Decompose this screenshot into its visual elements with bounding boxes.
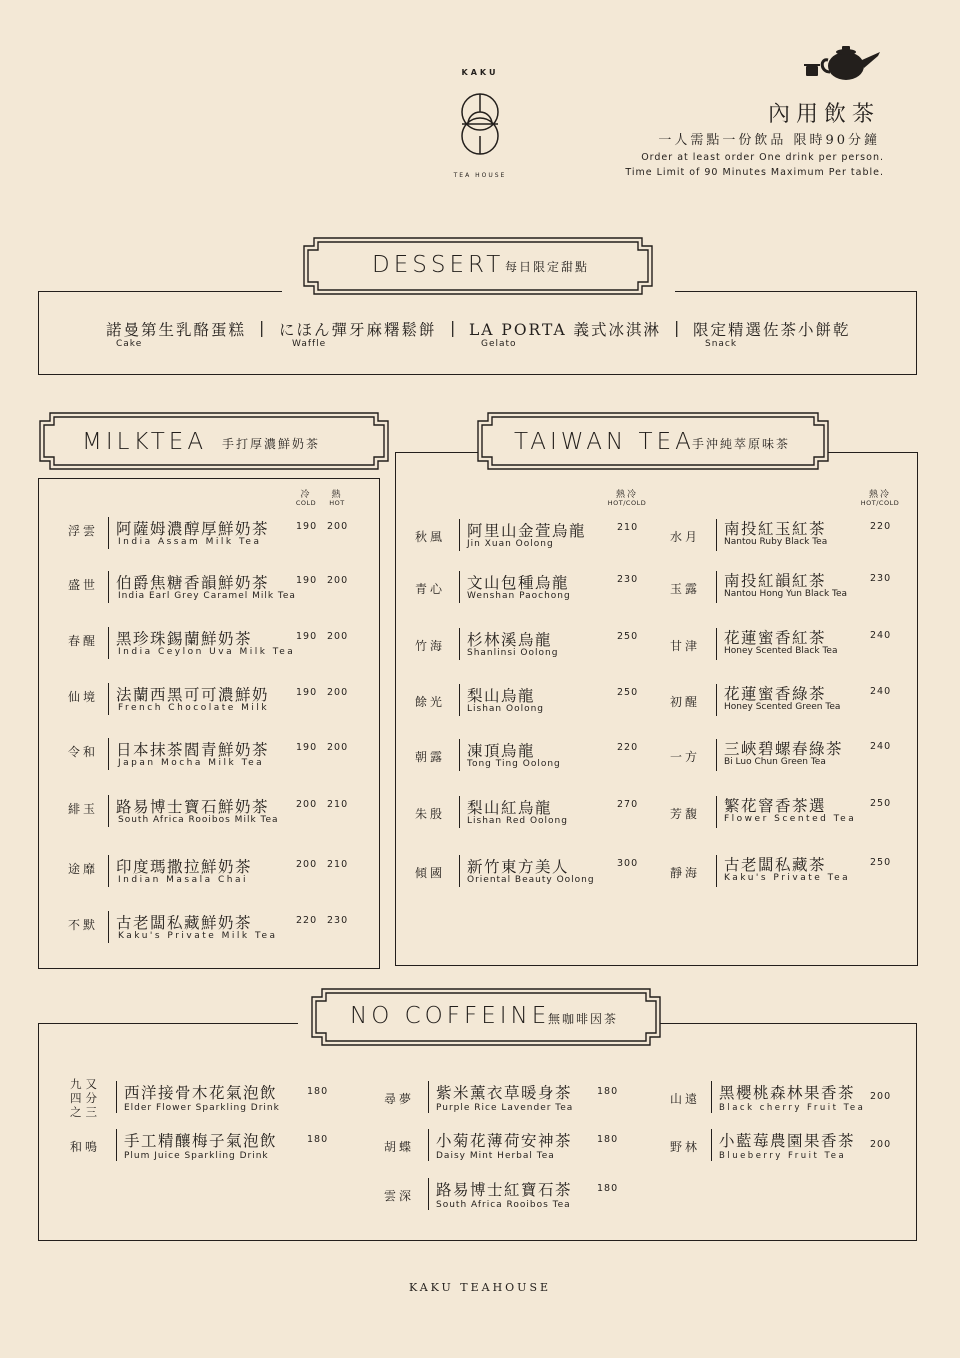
row-divider bbox=[116, 1081, 117, 1113]
nc-item-en: Blueberry Fruit Tea bbox=[719, 1151, 847, 1161]
row-divider bbox=[459, 855, 460, 887]
nc-item-name: 西洋接骨木花氣泡飲 bbox=[124, 1084, 278, 1102]
row-divider bbox=[108, 738, 109, 770]
milktea-item-en: India Assam Milk Tea bbox=[118, 537, 262, 547]
milktea-item-name: 古老闆私藏鮮奶茶 bbox=[116, 914, 253, 932]
row-divider bbox=[716, 739, 717, 771]
tw-price: 250 bbox=[870, 798, 892, 809]
tw-item-nickname: 餘光 bbox=[415, 695, 446, 709]
milktea-price-hot: 210 bbox=[327, 859, 349, 870]
nc-item-name: 手工精釀梅子氣泡飲 bbox=[124, 1132, 278, 1150]
milktea-item-en: Indian Masala Chai bbox=[118, 875, 249, 885]
tw-item-en: Honey Scented Black Tea bbox=[724, 646, 838, 656]
tw-item-nickname: 秋風 bbox=[415, 530, 446, 544]
tw-price: 230 bbox=[870, 573, 892, 584]
row-divider bbox=[716, 796, 717, 828]
row-divider bbox=[711, 1081, 712, 1113]
dessert-title-zh: 每日限定甜點 bbox=[505, 260, 590, 274]
row-divider bbox=[459, 739, 460, 771]
milktea-title-zh: 手打厚濃鮮奶茶 bbox=[222, 437, 321, 451]
dessert-item-en: Snack bbox=[705, 339, 738, 349]
nc-item-nickname: 九又 四分 之三 bbox=[70, 1077, 101, 1119]
brand-name-top: KAKU bbox=[461, 68, 499, 77]
milktea-price-hot: 210 bbox=[327, 799, 349, 810]
milktea-item-en: Kaku's Private Milk Tea bbox=[118, 931, 278, 941]
milktea-item-name: 伯爵焦糖香韻鮮奶茶 bbox=[116, 574, 270, 592]
row-divider bbox=[459, 796, 460, 828]
nc-price: 180 bbox=[307, 1134, 329, 1145]
dessert-item-en: Gelato bbox=[481, 339, 517, 349]
tw-item-name: 花蓮蜜香綠茶 bbox=[724, 685, 827, 703]
col-cold-zh: 冷 bbox=[300, 490, 312, 500]
nc-item-name: 小菊花薄荷安神茶 bbox=[436, 1132, 573, 1150]
col-cold-en: COLD bbox=[295, 499, 317, 507]
no-caffeine-banner bbox=[310, 987, 662, 1047]
milktea-price-hot: 200 bbox=[327, 521, 349, 532]
tw-item-nickname: 青心 bbox=[415, 582, 446, 596]
milktea-price-cold: 190 bbox=[296, 687, 318, 698]
nc-price: 180 bbox=[597, 1183, 619, 1194]
tw-price: 250 bbox=[617, 631, 639, 642]
footer-brand: KAKU TEAHOUSE bbox=[408, 1281, 552, 1294]
milktea-item-name: 阿薩姆濃醇厚鮮奶茶 bbox=[116, 520, 270, 538]
nc-item-name: 黑櫻桃森林果香茶 bbox=[719, 1084, 856, 1102]
row-divider bbox=[108, 855, 109, 887]
nc-item-name: 小藍莓農園果香茶 bbox=[719, 1132, 856, 1150]
kaku-logo-icon bbox=[456, 88, 504, 164]
row-divider bbox=[116, 1129, 117, 1161]
dine-in-rule-en-2: Time Limit of 90 Minutes Maximum Per table. bbox=[625, 167, 884, 178]
nc-item-en: Daisy Mint Herbal Tea bbox=[436, 1151, 555, 1161]
nc-item-nickname: 胡蝶 bbox=[384, 1140, 415, 1154]
dessert-banner bbox=[302, 236, 654, 296]
milktea-price-cold: 190 bbox=[296, 575, 318, 586]
tw-col-en: HOT/COLD bbox=[860, 499, 900, 507]
tw-item-en: Nantou Ruby Black Tea bbox=[724, 537, 828, 547]
tw-price: 270 bbox=[617, 799, 639, 810]
tw-item-en: Kaku's Private Tea bbox=[724, 873, 851, 883]
row-divider bbox=[108, 627, 109, 659]
tw-item-nickname: 靜海 bbox=[670, 866, 701, 880]
dessert-item-name: 諾曼第生乳酪蛋糕 bbox=[106, 321, 247, 339]
tw-item-nickname: 一方 bbox=[670, 750, 701, 764]
milktea-price-hot: 200 bbox=[327, 742, 349, 753]
nc-price: 200 bbox=[870, 1139, 892, 1150]
tw-item-en: Bi Luo Chun Green Tea bbox=[724, 757, 826, 767]
tw-item-name: 新竹東方美人 bbox=[467, 858, 570, 876]
tw-item-nickname: 芳馥 bbox=[670, 807, 701, 821]
milktea-price-cold: 200 bbox=[296, 859, 318, 870]
tw-price: 250 bbox=[617, 687, 639, 698]
row-divider bbox=[108, 911, 109, 943]
tw-item-name: 花蓮蜜香紅茶 bbox=[724, 629, 827, 647]
milktea-box bbox=[38, 478, 380, 969]
milktea-item-nickname: 緋玉 bbox=[68, 802, 99, 816]
row-divider bbox=[716, 855, 717, 887]
dessert-separator: | bbox=[674, 318, 680, 337]
milktea-title-en: MILKTEA bbox=[82, 429, 208, 455]
milktea-item-en: French Chocolate Milk bbox=[118, 703, 270, 713]
milktea-item-en: Japan Mocha Milk Tea bbox=[118, 758, 265, 768]
tw-item-nickname: 朱殷 bbox=[415, 807, 446, 821]
milktea-item-nickname: 仙境 bbox=[68, 690, 99, 704]
row-divider bbox=[716, 684, 717, 716]
tw-item-en: Nantou Hong Yun Black Tea bbox=[724, 589, 848, 599]
tw-item-nickname: 甘津 bbox=[670, 639, 701, 653]
tw-item-name: 南投紅玉紅茶 bbox=[724, 520, 827, 538]
dine-in-rule-en-1: Order at least order One drink per person. bbox=[641, 152, 884, 163]
tw-item-name: 古老闆私藏茶 bbox=[724, 856, 827, 874]
tw-price: 240 bbox=[870, 686, 892, 697]
milktea-item-nickname: 盛世 bbox=[68, 578, 99, 592]
milktea-price-hot: 200 bbox=[327, 687, 349, 698]
row-divider bbox=[711, 1129, 712, 1161]
milktea-price-hot: 200 bbox=[327, 575, 349, 586]
milktea-item-en: India Ceylon Uva Milk Tea bbox=[118, 647, 296, 657]
milktea-item-name: 黑珍珠錫蘭鮮奶茶 bbox=[116, 630, 253, 648]
tw-price: 220 bbox=[617, 742, 639, 753]
dessert-title-en: DESSERT bbox=[372, 252, 505, 278]
taiwan-tea-banner bbox=[476, 411, 830, 471]
nc-price: 180 bbox=[597, 1134, 619, 1145]
tw-price: 240 bbox=[870, 741, 892, 752]
milktea-price-cold: 220 bbox=[296, 915, 318, 926]
tw-item-nickname: 傾國 bbox=[415, 866, 446, 880]
dessert-separator: | bbox=[259, 318, 265, 337]
tw-item-en: Flower Scented Tea bbox=[724, 814, 857, 824]
tw-price: 210 bbox=[617, 522, 639, 533]
nc-price: 180 bbox=[307, 1086, 329, 1097]
row-divider bbox=[459, 684, 460, 716]
no-caffeine-title-en: NO COFFEINE bbox=[350, 1003, 551, 1029]
nc-item-nickname: 野林 bbox=[670, 1140, 701, 1154]
milktea-item-nickname: 春醒 bbox=[68, 634, 99, 648]
tw-item-name: 阿里山金萱烏龍 bbox=[467, 522, 587, 540]
row-divider bbox=[428, 1129, 429, 1161]
row-divider bbox=[716, 628, 717, 660]
teapot-icon bbox=[802, 42, 884, 86]
nc-item-nickname: 和鳴 bbox=[70, 1140, 101, 1154]
nc-item-name: 路易博士紅寶石茶 bbox=[436, 1181, 573, 1199]
row-divider bbox=[459, 571, 460, 603]
milktea-item-nickname: 途靡 bbox=[68, 862, 99, 876]
tw-item-nickname: 朝露 bbox=[415, 750, 446, 764]
milktea-item-nickname: 令和 bbox=[68, 745, 99, 759]
tw-item-en: Oriental Beauty Oolong bbox=[467, 875, 595, 885]
nc-item-nickname: 尋夢 bbox=[384, 1092, 415, 1106]
row-divider bbox=[459, 628, 460, 660]
milktea-price-cold: 190 bbox=[296, 521, 318, 532]
row-divider bbox=[428, 1178, 429, 1210]
milktea-item-en: India Earl Grey Caramel Milk Tea bbox=[118, 591, 296, 601]
tw-col-zh: 熱冷 bbox=[868, 490, 891, 500]
tw-item-en: Lishan Oolong bbox=[467, 704, 545, 714]
dessert-item-name: 限定精選佐茶小餅乾 bbox=[693, 321, 851, 339]
nc-price: 180 bbox=[597, 1086, 619, 1097]
dessert-item-name: にほん彈牙麻糬鬆餅 bbox=[279, 321, 437, 339]
tw-item-name: 文山包種烏龍 bbox=[467, 574, 570, 592]
nc-item-en: Black cherry Fruit Tea bbox=[719, 1103, 866, 1113]
tw-item-name: 梨山烏龍 bbox=[467, 687, 536, 705]
row-divider bbox=[108, 517, 109, 549]
milktea-item-name: 日本抹茶閻青鮮奶茶 bbox=[116, 741, 270, 759]
dessert-item-en: Cake bbox=[116, 339, 143, 349]
nc-item-nickname: 山遠 bbox=[670, 1092, 701, 1106]
no-caffeine-title-zh: 無咖啡因茶 bbox=[548, 1012, 619, 1026]
nc-item-name: 紫米薰衣草暖身茶 bbox=[436, 1084, 573, 1102]
nc-item-en: Plum Juice Sparkling Drink bbox=[124, 1151, 269, 1161]
tw-item-name: 杉林溪烏龍 bbox=[467, 631, 553, 649]
milktea-item-name: 印度瑪撒拉鮮奶茶 bbox=[116, 858, 253, 876]
tw-item-name: 繁花窨香茶選 bbox=[724, 797, 827, 815]
tw-price: 230 bbox=[617, 574, 639, 585]
milktea-banner bbox=[38, 411, 390, 471]
tw-item-en: Shanlinsi Oolong bbox=[467, 648, 559, 658]
milktea-price-cold: 190 bbox=[296, 742, 318, 753]
tw-item-en: Wenshan Paochong bbox=[467, 591, 571, 601]
milktea-item-nickname: 不默 bbox=[68, 918, 99, 932]
milktea-price-cold: 190 bbox=[296, 631, 318, 642]
row-divider bbox=[108, 571, 109, 603]
row-divider bbox=[716, 519, 717, 551]
tw-item-name: 梨山紅烏龍 bbox=[467, 799, 553, 817]
col-hot-zh: 熱 bbox=[331, 490, 343, 500]
milktea-price-cold: 200 bbox=[296, 799, 318, 810]
tw-price: 240 bbox=[870, 630, 892, 641]
tw-item-nickname: 玉露 bbox=[670, 582, 701, 596]
dine-in-title: 內用飲茶 bbox=[767, 102, 880, 127]
milktea-item-name: 路易博士寶石鮮奶茶 bbox=[116, 798, 270, 816]
tw-item-en: Lishan Red Oolong bbox=[467, 816, 568, 826]
dine-in-rule-zh: 一人需點一份飲品 限時90分鐘 bbox=[658, 133, 880, 148]
nc-item-nickname: 雲深 bbox=[384, 1189, 415, 1203]
milktea-price-hot: 230 bbox=[327, 915, 349, 926]
milktea-item-name: 法蘭西黑可可濃鮮奶 bbox=[116, 686, 270, 704]
nc-item-en: Elder Flower Sparkling Drink bbox=[124, 1103, 280, 1113]
tw-item-en: Jin Xuan Oolong bbox=[467, 539, 554, 549]
brand-name-bottom: TEA HOUSE bbox=[453, 172, 507, 179]
nc-item-en: South Africa Rooibos Tea bbox=[436, 1200, 571, 1210]
tw-price: 250 bbox=[870, 857, 892, 868]
taiwan-tea-title-zh: 手沖純萃原味茶 bbox=[692, 437, 791, 451]
row-divider bbox=[108, 683, 109, 715]
tw-item-name: 南投紅韻紅茶 bbox=[724, 572, 827, 590]
tw-col-zh: 熱冷 bbox=[615, 490, 638, 500]
tw-item-name: 三峽碧螺春綠茶 bbox=[724, 740, 844, 758]
tw-col-en: HOT/COLD bbox=[607, 499, 647, 507]
tw-item-nickname: 竹海 bbox=[415, 639, 446, 653]
nc-price: 200 bbox=[870, 1091, 892, 1102]
tw-price: 300 bbox=[617, 858, 639, 869]
row-divider bbox=[108, 795, 109, 827]
dessert-item-en: Waffle bbox=[292, 339, 327, 349]
tw-price: 220 bbox=[870, 521, 892, 532]
col-hot-en: HOT bbox=[329, 499, 345, 507]
tw-item-name: 凍頂烏龍 bbox=[467, 742, 536, 760]
milktea-item-en: South Africa Rooibos Milk Tea bbox=[118, 815, 279, 825]
tw-item-en: Tong Ting Oolong bbox=[467, 759, 561, 769]
tw-item-nickname: 水月 bbox=[670, 530, 701, 544]
dessert-separator: | bbox=[450, 318, 456, 337]
milktea-price-hot: 200 bbox=[327, 631, 349, 642]
dessert-item-name: LA PORTA 義式冰淇淋 bbox=[469, 321, 662, 339]
milktea-item-nickname: 浮雲 bbox=[68, 524, 99, 538]
taiwan-tea-title-en: TAIWAN TEA bbox=[514, 429, 695, 455]
row-divider bbox=[428, 1081, 429, 1113]
tw-item-en: Honey Scented Green Tea bbox=[724, 702, 841, 712]
tw-item-nickname: 初醒 bbox=[670, 695, 701, 709]
nc-item-en: Purple Rice Lavender Tea bbox=[436, 1103, 574, 1113]
row-divider bbox=[459, 519, 460, 551]
row-divider bbox=[716, 571, 717, 603]
